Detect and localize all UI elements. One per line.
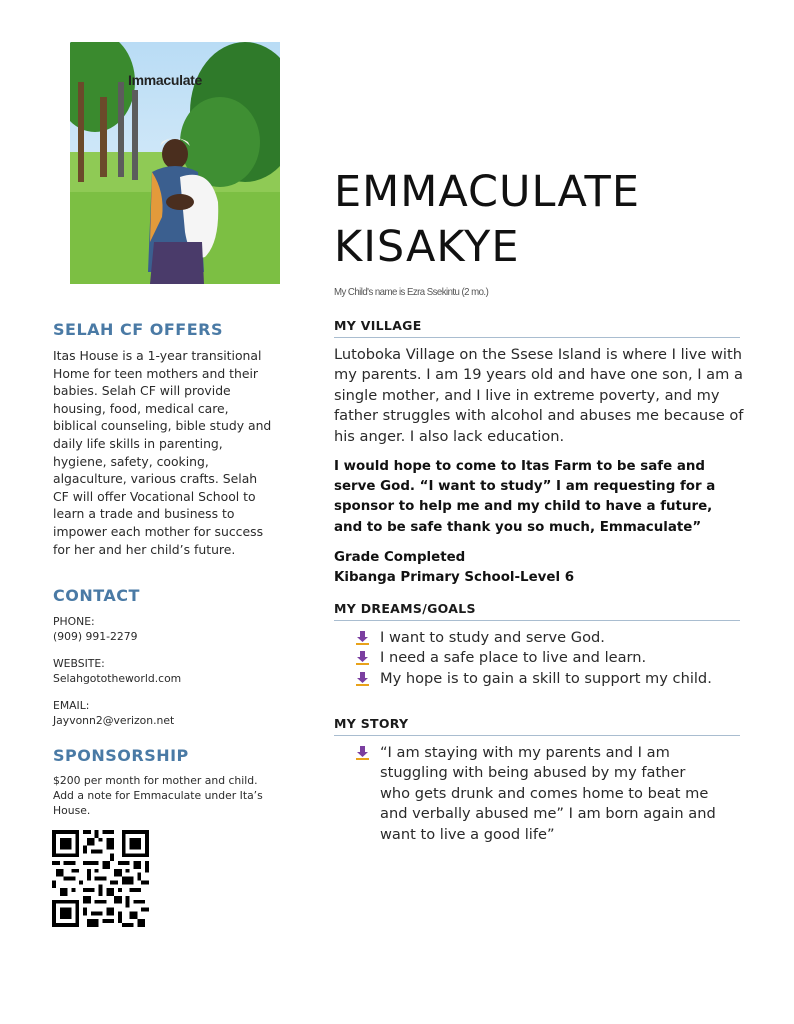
offers-heading: SELAH CF OFFERS [53,320,223,339]
grade-label: Grade Completed [334,550,466,565]
sponsorship-heading: SPONSORSHIP [53,746,189,765]
contact-email [53,698,174,728]
photo-caption: Immaculate [128,72,203,88]
down-arrow-bullet-icon [356,672,369,686]
grade-value: Kibanga Primary School-Level 6 [334,570,575,586]
story-list [356,743,718,845]
list-item [356,648,746,668]
child-note: My Child's name is Ezra Ssekintu (2 mo.) [334,286,489,298]
grade-block [334,548,744,588]
dream-item-text: I want to study and serve God. [380,629,605,646]
email-value[interactable]: Jayvonn2@verizon.net [53,714,175,727]
profile-photo [70,42,280,284]
list-item [356,669,746,689]
story-item-text: “I am staying with my parents and I am stuggling with being abused by my father who gets drunk and comes home to beat me and verbally abused me” I am born again and want to live a good life” [380,744,716,843]
down-arrow-bullet-icon [356,651,369,665]
offers-text: Itas House is a 1-year transitional Home for teen mothers and their babies. Selah CF will provide housing, food, medical care, biblical counseling, bible study and daily life skills in parenting, hygiene, safety, cooking, algaculture, various crafts. Selah CF will offer Vocational School to learn a trade and business to impower each mother for success for her and her child’s future. [53,348,272,557]
contact-website [53,656,181,686]
dream-item-text: My hope is to gain a skill to support my child. [380,669,712,687]
dream-item-text: I need a safe place to live and learn. [380,649,647,667]
first-name: EMMACULATE [334,167,640,217]
last-name: KISAKYE [334,222,520,272]
sponsorship-text: $200 per month for mother and child. Add a note for Emmaculate under Ita’s House. [53,774,263,817]
down-arrow-bullet-icon [356,746,369,760]
email-label: EMAIL: [53,699,90,712]
dreams-heading: MY DREAMS/GOALS [334,601,740,621]
contact-heading: CONTACT [53,586,140,605]
list-item [356,628,746,648]
person-name [334,165,754,275]
qr-code-icon[interactable] [52,830,149,927]
down-arrow-bullet-icon [356,631,369,645]
dreams-list [356,628,746,689]
list-item [356,743,718,845]
village-heading: MY VILLAGE [334,318,740,338]
village-hope: I would hope to come to Itas Farm to be safe and serve God. “I want to study” I am requesting for a sponsor to help me and my child to have a future, and to be safe thank you so much, Emmaculate” [334,459,716,535]
website-label: WEBSITE: [53,657,105,670]
website-value[interactable]: Selahgototheworld.com [53,672,182,685]
phone-value: (909) 991-2279 [53,630,138,643]
story-heading: MY STORY [334,716,740,736]
village-text: Lutoboka Village on the Ssese Island is where I live with my parents. I am 19 years old and have one son, I am a single mother, and I live in extreme poverty, and my father struggles with alcohol and abuses me because of his anger. I also lack education. [334,346,744,445]
contact-phone [53,614,137,644]
phone-label: PHONE: [53,615,95,628]
